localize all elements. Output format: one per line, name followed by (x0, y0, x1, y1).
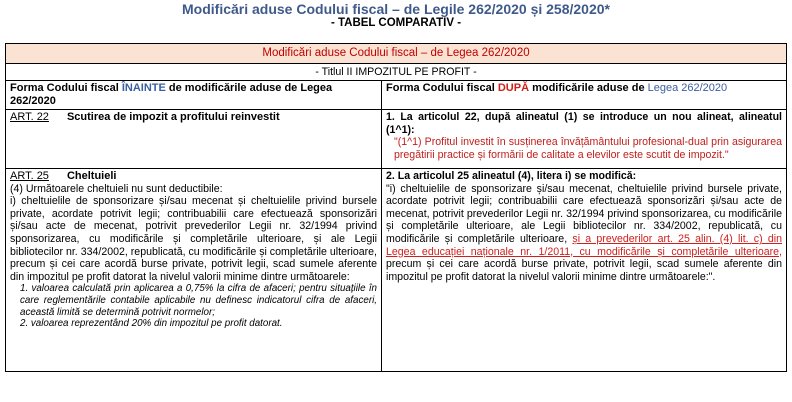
article-number: ART. 25 (10, 170, 49, 182)
left-column-header: Forma Codului fiscal ÎNAINTE de modificările aduse de Legea 262/2020 (6, 81, 382, 110)
article-number: ART. 22 (10, 111, 49, 123)
table-row (6, 110, 787, 169)
amendment-intro: 1. La articolul 22, după alineatul (1) se introduce un nou alineat, alineatul (1^1): (386, 111, 782, 136)
law-reference: Legea 262/2020 (647, 82, 728, 94)
list-item: 1. valoarea calculată prin aplicarea a 0,75% la cifra de afaceri; pentru situațiile în care reglementările contabile aplicabile nu definesc indicatorul cifra de afaceri, această limită se determină potrivit normelor; (20, 283, 377, 318)
list-item: 2. valoarea reprezentând 20% din impozitul pe profit datorat. (20, 318, 283, 330)
left-cell-art22 (6, 110, 382, 169)
law-banner: Modificări aduse Codului fiscal – de Legea 262/2020 (6, 44, 787, 64)
right-cell-art25 (382, 169, 787, 372)
article-title: Cheltuieli (66, 170, 117, 182)
comparison-table (5, 43, 787, 372)
amendment-text: "i) cheltuielile de sponsorizare și/sau mecenat, cheltuielile privind bursele private, acordate potrivit legii; contribuabilii care efectuează sponsorizări și/sau acte de mecenat, potrivit prevederilor Legii nr. 32/1994 privind sponsorizarea, cu modificările și completările ulterioare, ale Legii bibliotecilor nr. 334/2002, republicată, cu modificările și completările ulterioare, și a prevederilor art. 25 alin. (4) lit. c) din Legea educației naționale nr. 1/2011, cu modificările și completările ulterioare, precum și cei care acordă burse private, potrivit legii, scad sumele aferente din impozitul pe profit datorat la nivelul valorii minime dintre următoarele:". (386, 182, 783, 283)
header-row (6, 81, 787, 110)
right-cell-art22 (382, 110, 787, 169)
section-title: - Titlul II IMPOZITUL PE PROFIT - (6, 64, 787, 81)
paragraph: i) cheltuielile de sponsorizare și/sau mecenat și cheltuielile privind bursele private, acordate potrivit legii; contribuabilii care efectuează sponsorizări și/sau acte de mecenat, potrivit prevederilor Legii nr. 32/1994 privind sponsorizarea, cu modificările și completările ulterioare, și ale Legii bibliotecilor nr. 334/2002, republicată, cu modificările și completările ulterioare, precum și cei care acordă burse private, potrivit legii, scad sumele aferente din impozitul pe profit datorat la nivelul valorii minime dintre următoarele: (10, 195, 377, 283)
left-cell-art25 (6, 169, 382, 372)
after-keyword: DUPĂ (497, 82, 530, 94)
right-column-header: Forma Codului fiscal DUPĂ modificările aduse de Legea 262/2020 (382, 81, 787, 110)
section-row (6, 64, 787, 81)
before-keyword: ÎNAINTE (121, 82, 166, 94)
article-title: Scutirea de impozit a profitului reinvestit (66, 111, 280, 123)
document-subtitle: - TABEL COMPARATIV - (330, 17, 462, 29)
amendment-quote: "(1^1) Profitul investit în susținerea învățământului profesional-dual prin asigurarea pregătirii practice și formării de calitate a elevilor este scutit de impozit." (394, 136, 782, 161)
paragraph: (4) Următoarele cheltuieli nu sunt deductibile: (10, 182, 223, 195)
law-banner-row (6, 44, 787, 64)
inserted-text: și a prevederilor art. 25 alin. (4) lit. c) din Legea educației naționale nr. 1/2011, cu modificările și completările ulterioare, (386, 232, 783, 258)
document-title: Modificări aduse Codului fiscal – de Legile 262/2020 și 258/2020* (182, 1, 610, 17)
amendment-intro: 2. La articolul 25 alineatul (4), litera i) se modifică: (386, 170, 637, 182)
table-row (6, 169, 787, 372)
